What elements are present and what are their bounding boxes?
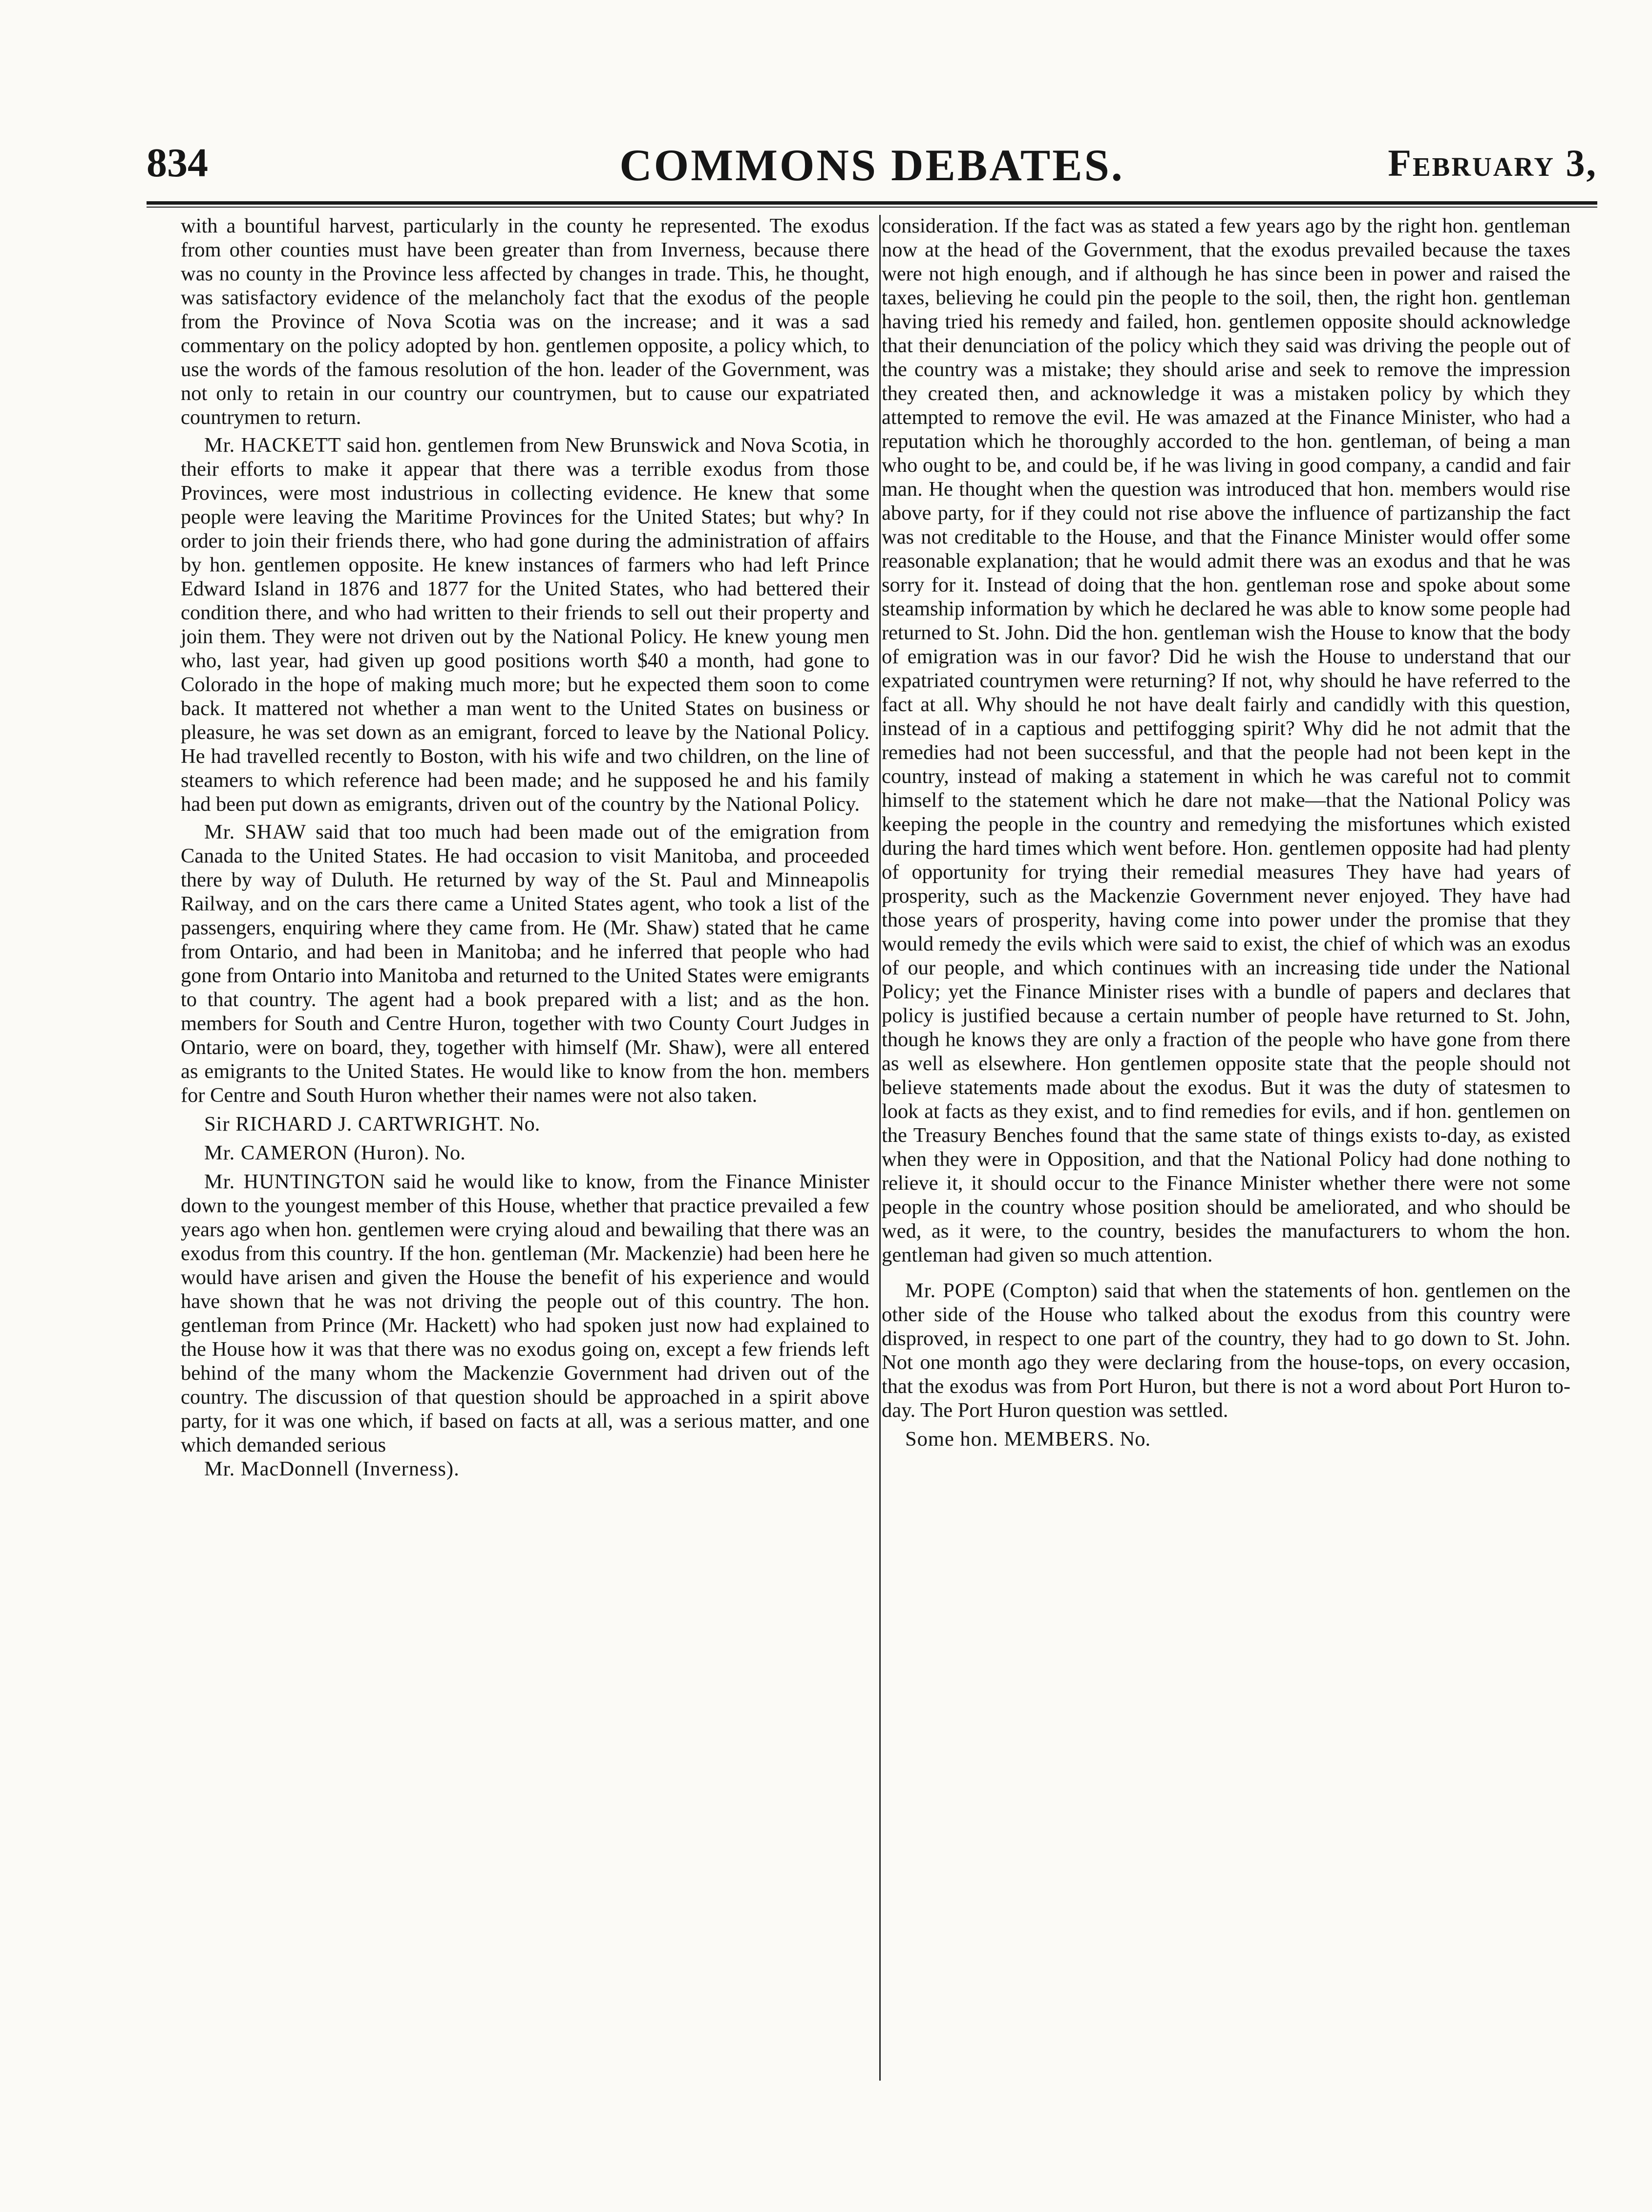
left-column [181,214,869,1481]
speaker-name: Mr. POPE (Compton) [905,1279,1098,1302]
speaker-name: Mr. SHAW [204,821,307,843]
paragraph [181,214,869,429]
paragraph [882,214,1570,1267]
vote-text: No. [509,1113,540,1136]
column-divider [879,215,881,2081]
speech-text: said he would like to know, from the Finance Minister down to the youngest member of this House, whether that practice prevailed a few years ago when hon. gentlemen were crying aloud and bewailing that there was an exodus from this country. If the hon. gentleman (Mr. Mackenzie) had been here he would have arisen and given the House the benefit of his experience and would have shown that he was not driving the people out of this country. The hon. gentleman from Prince (Mr. Hackett) who had spoken just now had explained to the House how it was that there was no exodus going on, except a few friends left behind of the many whom the Mackenzie Government had driven out of the country. The discussion of that question should be approached in a spirit above party, for it was one which, if based on facts at all, was a serious matter, and one which demanded serious [181,1170,869,1456]
paragraph-text: with a bountiful harvest, particularly in the county he represented. The exodus from other counties must have been greater than from Inverness, because there was no county in the Province less affected by changes in trade. This, he thought, was satisfactory evidence of the melancholy fact that the exodus of the people from the Province of Nova Scotia was on the increase; and it was a sad commentary on the policy adopted by hon. gentlemen opposite, a policy which, to use the words of the famous resolution of the hon. leader of the Government, was not only to retain in our country our countrymen, but to cause our expatriated countrymen to return. [181,214,869,429]
paragraph-text: consideration. If the fact was as stated a few years ago by the right hon. gentleman now at the head of the Government, that the exodus prevailed because the taxes were not high enough, and if although he has since been in power and raised the taxes, believing he could pin the people to the soil, then, the right hon. gentleman having tried his remedy and failed, hon. gentlemen opposite should acknowledge that their denunciation of the policy which they said was driving the people out of the country was a mistake; they should arise and seek to remove the impression they created then, and acknowledge it was a mistaken policy by which they attempted to remove the evil. He was amazed at the Finance Minister, who had a reputation which he thoroughly accorded to the hon. gentleman, of being a man who ought to be, and could be, if he was living in good company, a candid and fair man. He thought when the question was introduced that hon. members would rise above party, for if they could not rise above the influence of partizanship the fact was not creditable to the House, and that the Finance Minister would offer some reasonable explanation; that he would admit there was an exodus and that he was sorry for it. Instead of doing that the hon. gentleman rose and spoke about some steamship information by which he declared he was able to know some people had returned to St. John. Did the hon. gentleman wish the House to know that the body of emigration was in our favor? Did he wish the House to understand that our expatriated countrymen were returning? If not, why should he have referred to the fact at all. Why should he not have dealt fairly and candidly with this question, instead of in a captious and pettifogging spirit? Why did he not admit that the remedies had not been successful, and that the people had not been kept in the country, instead of making a statement in which he was careful not to commit himself to the statement which he dare not make—that the National Policy was keeping the people in the country and remedying the misfortunes which existed during the hard times which went before. Hon. gentlemen opposite had had plenty of opportunity for trying their remedial measures They have had years of prosperity, such as the Mackenzie Government never enjoyed. They have had those years of prosperity, having come into power under the promise that they would remedy the evils which were said to exist, the chief of which was an exodus of our people, and which continues with an increasing tide under the National Policy; yet the Finance Minister rises with a bundle of papers and declares that policy is justified because a certain number of people have returned to St. John, though he knows they are only a fraction of the people who have gone from there as well as elsewhere. Hon gentlemen opposite state that the people should not believe statements made about the exodus. But it was the duty of statesmen to look at facts as they exist, and to find remedies for evils, and if hon. gentlemen on the Treasury Benches found that the same state of things exists to-day, as existed when they were in Opposition, and that the National Policy had done nothing to relieve it, it should occur to the Finance Minister whether there were not some people in the country whose position should be ameliorated, and who should be wed, as it were, to the country, besides the manufacturers to whom the hon. gentleman had given so much attention. [882,214,1570,1266]
speaker-name: Mr. HACKETT [204,434,341,457]
speech-paragraph [181,433,869,816]
header-rule [147,201,1597,208]
speech-text: said that too much had been made out of the emigration from Canada to the United States. He had occasion to visit Manitoba, and proceeded there by way of Duluth. He returned by way of the St. Paul and Minneapolis Railway, and on the cars there came a United States agent, who took a list of the passengers, enquiring where they came from. He (Mr. Shaw) stated that he came from Ontario, and had been in Manitoba; and he inferred that people who had gone from Ontario into Manitoba and returned to the United States were emigrants to that country. The agent had a book prepared with a list; and as the hon. members for South and Centre Huron, together with two County Court Judges in Ontario, were on board, they, together with himself (Mr. Shaw), were all entered as emigrants to the United States. He would like to know from the hon. members for Centre and South Huron whether their names were not also taken. [181,821,870,1107]
vote-text: No. [435,1141,466,1164]
vote-line [181,1141,869,1165]
speaker-line [181,1457,869,1481]
vote-line [181,1112,869,1136]
speaker-name: Mr. CAMERON (Huron). [204,1141,430,1164]
speaker-name: Some hon. MEMBERS. [905,1428,1115,1451]
page-date: February 3, [1388,142,1597,184]
page-header [147,139,1597,198]
speech-text: said hon. gentlemen from New Brunswick and Nova Scotia, in their efforts to make it appear that there was a terrible exodus from those Provinces, were most industrious in collecting evidence. He knew that some people were leaving the Maritime Provinces for the United States; but why? In order to join their friends there, who had gone during the administration of affairs by hon. gentlemen opposite. He knew instances of farmers who had left Prince Edward Island in 1876 and 1877 for the United States, who had bettered their condition there, and who had written to their friends to sell out their property and join them. They were not driven out by the National Policy. He knew young men who, last year, had given up good positions worth $40 a month, had gone to Colorado in the hope of making much more; but he expected them soon to come back. It mattered not whether a man went to the United States on business or pleasure, he was set down as an emigrant, forced to leave by the National Policy. He had travelled recently to Boston, with his wife and two children, on the line of steamers to which reference had been made; and he supposed he and his family had been put down as emigrants, driven out of the country by the National Policy. [181,434,870,816]
speaker-name: Mr. HUNTINGTON [204,1170,385,1193]
vote-text: No. [1120,1428,1151,1451]
page-number: 834 [147,140,208,186]
speaker-name: Sir RICHARD J. CARTWRIGHT. [204,1113,505,1136]
vote-line [882,1427,1570,1451]
speech-text: said that when the statements of hon. gentlemen on the other side of the House who talked about the exodus from this country were disproved, in respect to one part of the country, they had to go down to St. John. Not one month ago they were declaring from the house-tops, on every occasion, that the exodus was from Port Huron, but there is not a word about Port Huron to-day. The Port Huron question was settled. [882,1279,1571,1422]
speaker-name: Mr. MacDonnell (Inverness). [204,1457,460,1480]
speech-paragraph [882,1279,1570,1422]
publication-title: COMMONS DEBATES. [619,140,1124,190]
speech-paragraph [181,1170,869,1457]
speech-paragraph [181,820,869,1107]
right-column [882,214,1570,1456]
